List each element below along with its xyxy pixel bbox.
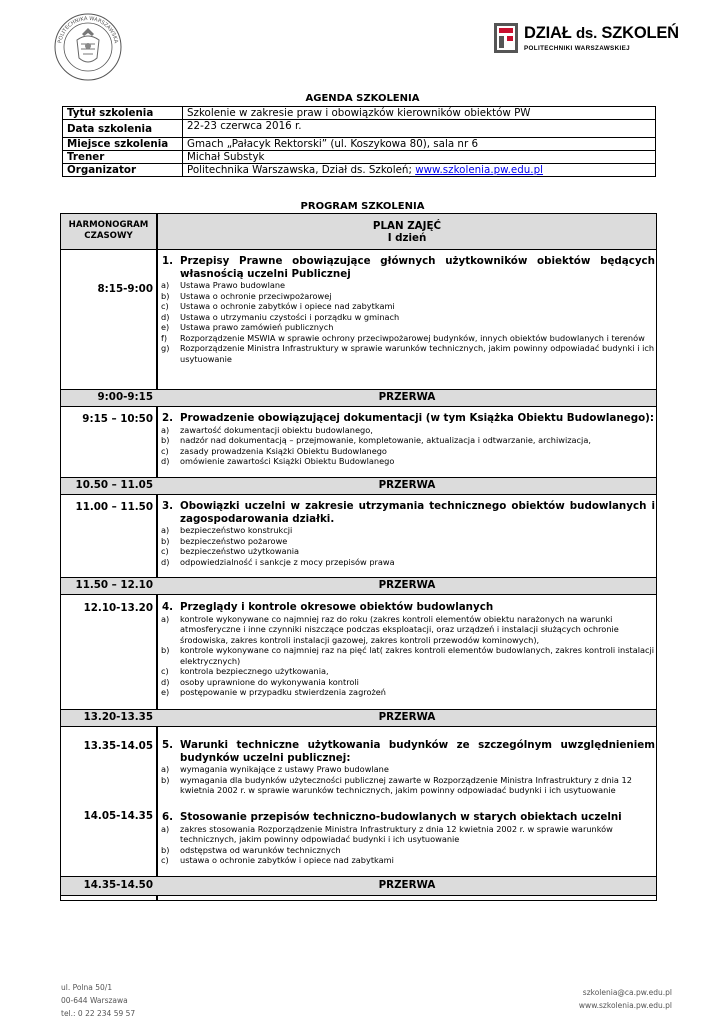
list-item-text: zawartość dokumentacji obiektu budowlanego, [180, 424, 373, 435]
session-number: 3. [162, 500, 174, 512]
list-item [161, 855, 655, 866]
list-item-text: wymagania wynikające z ustawy Prawo budowlane [180, 764, 389, 774]
session-number: 5. [162, 739, 174, 751]
list-item-letter: a) [161, 823, 170, 834]
list-item-letter: f) [161, 332, 168, 343]
list-item-letter: b) [161, 774, 170, 785]
list-item [161, 677, 655, 688]
session-title-text: Obowiązki uczelni w zakresie utrzymania technicznego obiektów budowlanych i zagospodarowania działki. [180, 500, 655, 525]
list-item-letter: c) [161, 666, 169, 676]
session-time: 11.00 – 11.50 [75, 501, 153, 513]
footer-street: ul. Polna 50/1 [61, 983, 113, 992]
list-item [161, 557, 655, 568]
list-item-text: omówienie zawartości Książki Obiektu Budowlanego [180, 456, 395, 466]
list-item [161, 687, 655, 698]
schedule-time-header: HARMONOGRAM CZASOWY [61, 214, 156, 250]
list-item-text: Ustawa prawo zamówień publicznych [180, 322, 334, 332]
list-item [161, 645, 655, 666]
list-item-text: kontrole wykonywane co najmniej raz na pięć lat( zakres kontroli elementów budowlanych, zakres kontroli instalacji elektrycznych) [180, 645, 655, 666]
list-item-letter: c) [161, 301, 169, 311]
footer-city: 00-644 Warszawa [61, 996, 128, 1005]
session-title-text: Przepisy Prawne obowiązujące głównych użytkowników obiektów będących własnością uczelni Publicznej [180, 255, 655, 280]
svg-text:POLITECHNIKA WARSZAWSKA: POLITECHNIKA WARSZAWSKA [57, 15, 119, 44]
list-item-text: bezpieczeństwo pożarowe [180, 535, 288, 546]
list-item-text: bezpieczeństwo użytkowania [180, 546, 300, 556]
info-label: Miejsce szkolenia [63, 138, 183, 151]
list-item [161, 775, 655, 796]
session-items-list [161, 614, 655, 698]
break-time: 9:00-9:15 [97, 391, 153, 403]
session-block [161, 255, 655, 364]
list-item-letter: a) [161, 764, 170, 774]
agenda-info-table [62, 106, 656, 177]
list-item-text: kontrola bezpiecznego użytkowania, [180, 666, 329, 676]
program-schedule-table [60, 213, 657, 901]
list-item-text: bezpieczeństwo konstrukcji [180, 525, 293, 535]
footer-contact [579, 986, 672, 1012]
info-value: Politechnika Warszawska, Dział ds. Szkoleń; www.szkolenia.pw.edu.pl [183, 164, 656, 177]
list-item-text: Ustawa o ochronie przeciwpożarowej [180, 290, 332, 301]
list-item-text: wymagania dla budynków użyteczności publicznej zawarte w Rozporządzenie Ministra Infrastruktury z dnia 12 kwietnia 2002 r. w sprawie warunków technicznych, jakim powinny odpowiadać budynki i ich usytuowanie [180, 774, 632, 795]
footer-email[interactable]: szkolenia@ca.pw.edu.pl [582, 988, 672, 997]
list-item-letter: d) [161, 311, 170, 322]
info-value: Michał Substyk [183, 151, 656, 164]
list-item [161, 536, 655, 547]
session-title [161, 500, 655, 525]
break-row [61, 709, 656, 727]
session-block [161, 601, 655, 698]
info-value: 22-23 czerwca 2016 r. [183, 120, 656, 138]
session-time: 14.05-14.35 [83, 810, 153, 822]
break-row [61, 389, 656, 407]
info-label: Data szkolenia [63, 120, 183, 138]
list-item-text: kontrole wykonywane co najmniej raz do roku (zakres kontroli elementów obiektu narażonych na warunki atmosferyczne i inne czynniki niszczące podczas eksploatacji, oraz urządzeń i instalacji służących ochronie środowiska, zakres kontroli instalacji gazowej, zakres kontroli przewodów kominowych), [180, 613, 619, 645]
list-item [161, 845, 655, 856]
list-item [161, 764, 655, 775]
session-block [161, 811, 655, 866]
session-time: 8:15-9:00 [97, 283, 153, 295]
session-block [161, 412, 655, 467]
list-item-text: Ustawa Prawo budowlane [180, 280, 286, 290]
list-item-letter: b) [161, 844, 170, 855]
footer-address [61, 981, 135, 1020]
list-item-letter: e) [161, 322, 170, 332]
session-time: 9:15 – 10:50 [82, 413, 153, 425]
list-item-letter: c) [161, 445, 169, 456]
session-items-list [161, 525, 655, 567]
list-item-letter: b) [161, 435, 170, 445]
list-item-letter: d) [161, 556, 170, 567]
session-title [161, 811, 655, 824]
list-item-letter: b) [161, 290, 170, 301]
break-time: 14.35-14.50 [83, 879, 153, 891]
brand-mark-icon [494, 23, 518, 53]
list-item-text: nadzór nad dokumentacją – przejmowanie, kompletowanie, aktualizacja i odtwarzanie, archiwizacja, [180, 435, 591, 445]
list-item [161, 435, 655, 446]
break-time: 10.50 – 11.05 [75, 479, 153, 491]
info-row-trainer [63, 151, 656, 164]
break-label: PRZERWA [378, 391, 436, 403]
list-item-letter: g) [161, 343, 170, 353]
session-number: 1. [162, 255, 174, 267]
list-item [161, 280, 655, 291]
list-item-letter: a) [161, 525, 170, 535]
session-number: 6. [162, 811, 174, 823]
list-item-letter: a) [161, 613, 170, 624]
list-item-text: odpowiedzialność i sankcje z mocy przepisów prawa [180, 556, 395, 567]
university-seal-logo [53, 12, 123, 82]
footer-phone: tel.: 0 22 234 59 57 [61, 1009, 136, 1018]
break-time: 11.50 – 12.10 [75, 579, 153, 591]
agenda-title: AGENDA SZKOLENIA [305, 93, 420, 104]
session-block [161, 500, 655, 567]
session-items-list [161, 280, 655, 364]
list-item-text: zakres stosowania Rozporządzenie Ministra Infrastruktury z dnia 12 kwietnia 2002 r. w sprawie warunków technicznych, jakim powinny odpowiadać budynki i ich usytuowanie [180, 823, 613, 844]
footer-website[interactable]: www.szkolenia.pw.edu.pl [578, 1001, 672, 1010]
column-divider [156, 214, 158, 900]
break-label: PRZERWA [378, 711, 436, 723]
list-item [161, 824, 655, 845]
session-title-text: Stosowanie przepisów techniczno-budowlanych w starych obiektach uczelni [180, 811, 622, 823]
break-row [61, 577, 656, 595]
list-item [161, 456, 655, 467]
session-title [161, 412, 655, 425]
list-item-text: postępowanie w przypadku stwierdzenia zagrożeń [180, 687, 386, 697]
list-item [161, 291, 655, 302]
session-block [161, 739, 655, 796]
session-number: 4. [162, 601, 174, 613]
list-item-letter: e) [161, 687, 170, 697]
session-items-list [161, 764, 655, 796]
list-item-letter: a) [161, 424, 170, 435]
list-item [161, 666, 655, 677]
session-title-text: Warunki techniczne użytkowania budynków ze szczególnym uwzględnieniem budynków uczelni publicznej: [180, 739, 655, 764]
list-item-text: osoby uprawnione do wykonywania kontroli [180, 676, 359, 687]
list-item [161, 322, 655, 333]
list-item [161, 446, 655, 457]
logo-subtitle: POLITECHNIKI WARSZAWSKIEJ [524, 45, 631, 52]
break-row [61, 876, 656, 896]
break-time: 13.20-13.35 [83, 711, 153, 723]
info-value: Szkolenie w zakresie praw i obowiązków kierowników obiektów PW [183, 107, 656, 120]
session-title-text: Przeglądy i kontrole okresowe obiektów budowlanych [180, 601, 494, 613]
list-item-letter: b) [161, 535, 170, 546]
info-label: Organizator [63, 164, 183, 177]
list-item [161, 546, 655, 557]
logo-title: DZIAŁ ds. SZKOLEŃ [524, 24, 679, 42]
session-title [161, 255, 655, 280]
schedule-plan-header: PLAN ZAJĘĆ I dzień [158, 214, 656, 250]
list-item [161, 301, 655, 312]
session-title [161, 601, 655, 614]
session-items-list [161, 824, 655, 866]
break-label: PRZERWA [378, 879, 436, 891]
session-number: 2. [162, 412, 174, 424]
session-items-list [161, 425, 655, 467]
dzial-szkolen-logo [494, 23, 694, 57]
info-row-place [63, 138, 656, 151]
list-item [161, 425, 655, 436]
list-item-text: odstępstwa od warunków technicznych [180, 844, 341, 855]
list-item-text: zasady prowadzenia Książki Obiektu Budowlanego [180, 445, 387, 456]
list-item-letter: a) [161, 280, 170, 290]
list-item-letter: c) [161, 855, 169, 865]
break-label: PRZERWA [378, 479, 436, 491]
session-title [161, 739, 655, 764]
list-item [161, 343, 655, 364]
list-item [161, 312, 655, 323]
list-item-letter: b) [161, 645, 170, 655]
organizer-website-link[interactable]: www.szkolenia.pw.edu.pl [415, 164, 543, 176]
list-item-text: Ustawa o utrzymaniu czystości i porządku w gminach [180, 311, 400, 322]
list-item [161, 333, 655, 344]
list-item-text: Rozporządzenie Ministra Infrastruktury w sprawie warunków technicznych, jakim powinny odpowiadać budynki i ich usytuowanie [180, 343, 655, 364]
break-label: PRZERWA [378, 579, 436, 591]
list-item-text: Rozporządzenie MSWIA w sprawie ochrony przeciwpożarowej budynków, innych obiektów budowlanych i terenów [180, 332, 645, 343]
info-value: Gmach „Pałacyk Rektorski” (ul. Koszykowa 80), sala nr 6 [183, 138, 656, 151]
info-row-date [63, 120, 656, 138]
session-title-text: Prowadzenie obowiązującej dokumentacji (w tym Książka Obiektu Budowlanego): [180, 412, 654, 424]
list-item-letter: c) [161, 546, 169, 556]
info-row-organizer [63, 164, 656, 177]
list-item-text: Ustawa o ochronie zabytków i opiece nad zabytkami [180, 301, 395, 311]
info-row-title [63, 107, 656, 120]
list-item [161, 525, 655, 536]
list-item-letter: d) [161, 676, 170, 687]
list-item [161, 614, 655, 646]
session-time: 13.35-14.05 [83, 740, 153, 752]
info-label: Trener [63, 151, 183, 164]
break-row [61, 477, 656, 495]
session-time: 12.10-13.20 [83, 602, 153, 614]
list-item-letter: d) [161, 456, 170, 466]
list-item-text: ustawa o ochronie zabytków i opiece nad zabytkami [180, 855, 394, 865]
info-label: Tytuł szkolenia [63, 107, 183, 120]
program-title: PROGRAM SZKOLENIA [300, 201, 425, 212]
